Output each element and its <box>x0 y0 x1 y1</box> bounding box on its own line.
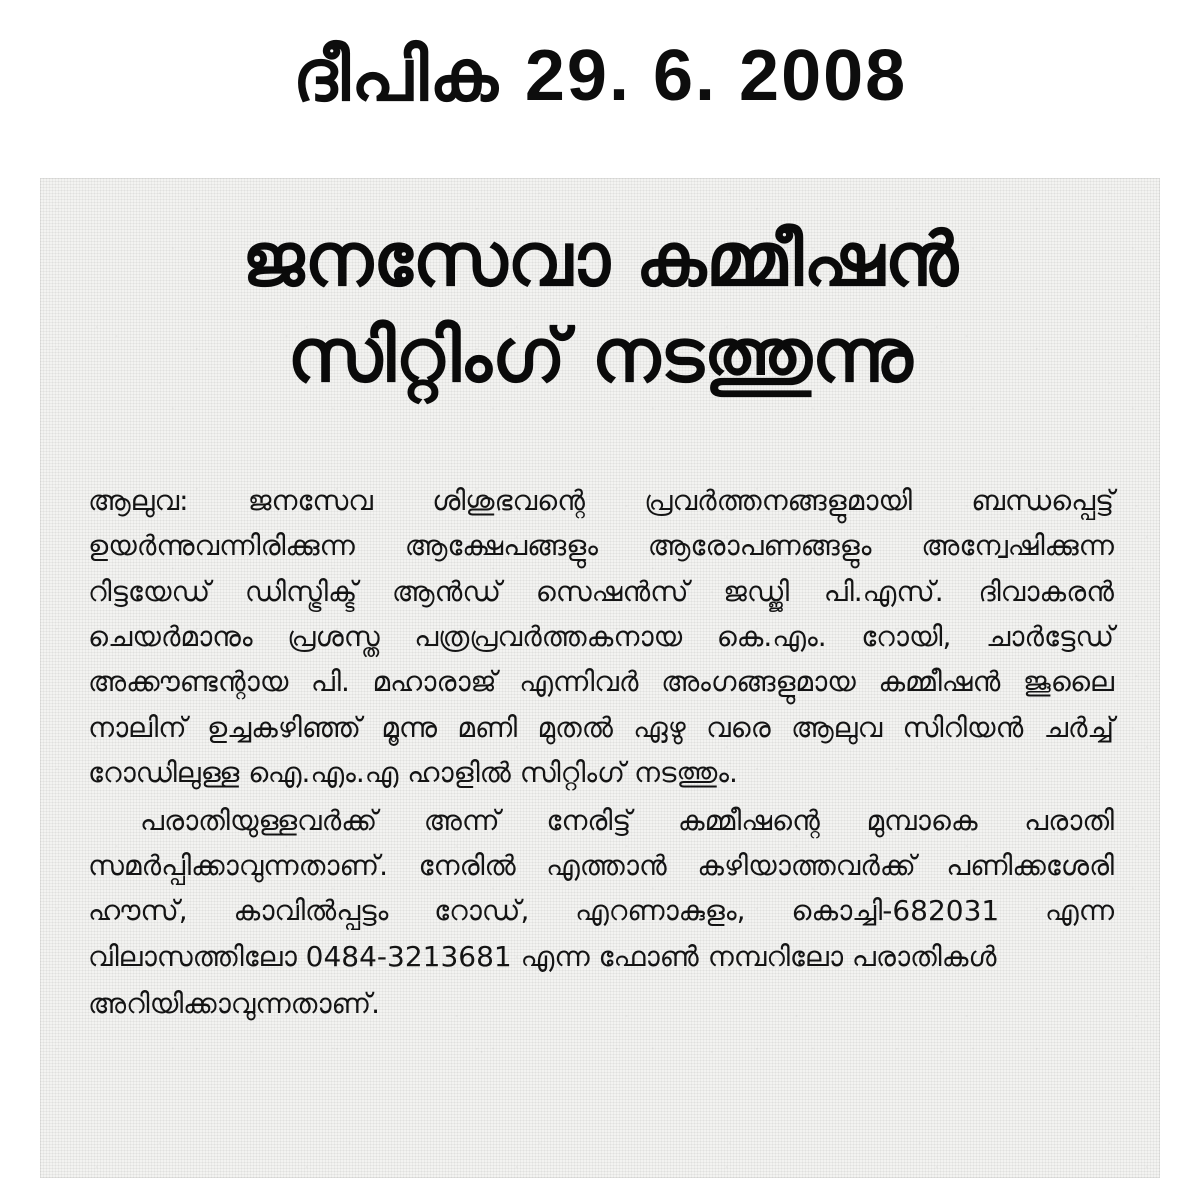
article-paragraph: പരാതിയുള്ളവർക്ക് അന്ന് നേരിട്ട് കമ്മീഷന്റെ മുമ്പാകെ പരാതി സമർപ്പിക്കാവുന്നതാണ്. നേരിൽ എത്താൻ കഴിയാത്തവർക്ക് പണിക്കശേരി ഹൗസ്, കാവിൽപ്പട്ടം റോഡ്, എറണാകുളം, കൊച്ചി-682031 എന്ന വിലാസത്തിലോ 0484-3213681 എന്ന ഫോൺ നമ്പറിലോ പരാതികൾ <box>88 803 1114 973</box>
article-text <box>88 478 1114 1028</box>
clipping-body <box>40 178 1160 1178</box>
publication-date: 29. 6. 2008 <box>524 36 908 116</box>
publication-name: ദീപിക <box>292 33 499 117</box>
article-headline <box>40 212 1160 404</box>
article-paragraph: ആലുവ: ജനസേവ ശിശുഭവന്റെ പ്രവർത്തനങ്ങളുമായി ബന്ധപ്പെട്ട് ഉയർന്നുവന്നിരിക്കുന്ന ആക്ഷേപങ്ങളും ആരോപണങ്ങളും അന്വേഷിക്കുന്ന റിട്ടയേഡ് ഡിസ്ട്രിക്ട് ആൻഡ് സെഷൻസ് ജഡ്ജി പി.എസ്. ദിവാകരൻ ചെയർമാനും പ്രശസ്ത പത്രപ്രവർത്തകനായ കെ.എം. റോയി, ചാർട്ടേഡ് അക്കൗണ്ടന്റായ പി. മഹാരാജ് എന്നിവർ അംഗങ്ങളുമായ കമ്മീഷൻ ജൂലൈ നാലിന് ഉച്ചകഴിഞ്ഞ് മൂന്നു മണി മുതൽ ഏഴു വരെ ആലുവ സിറിയൻ ചർച്ച് റോഡിലുള്ള ഐ.എം.എ ഹാളിൽ സിറ്റിംഗ് നടത്തും. <box>88 484 1114 790</box>
headline-line-2: സിറ്റിംഗ് നടത്തുന്നു <box>287 313 913 400</box>
masthead <box>0 33 1200 117</box>
headline-line-1: ജനസേവാ കമ്മീഷൻ <box>242 217 958 303</box>
article-paragraph: അറിയിക്കാവുന്നതാണ്. <box>88 986 381 1020</box>
